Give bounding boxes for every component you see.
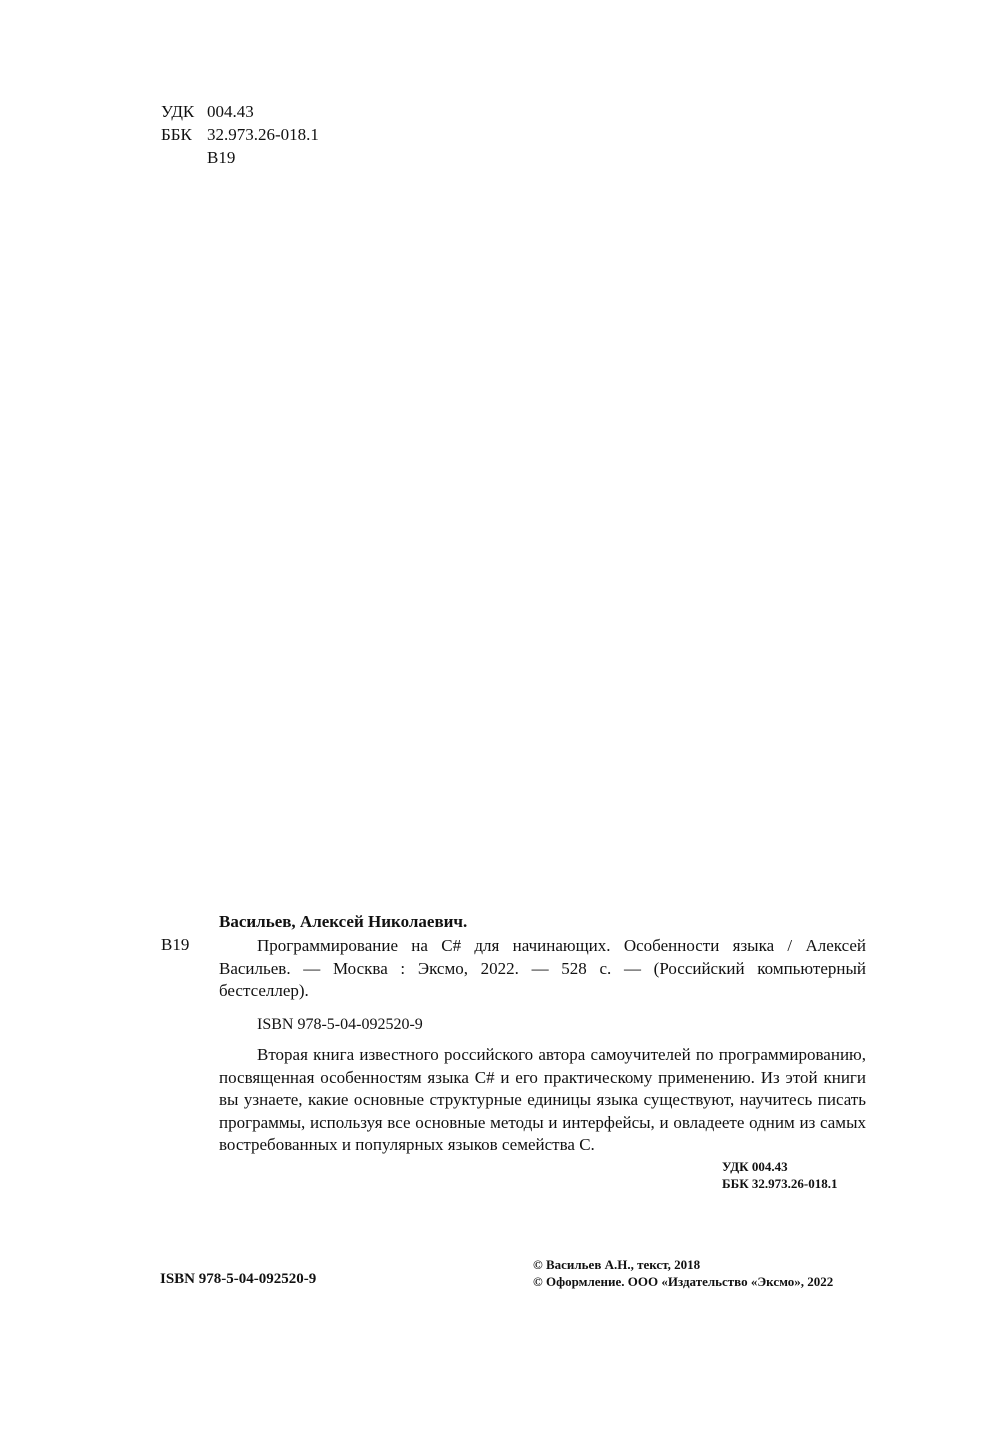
bbk-value: 32.973.26-018.1 [207,125,319,144]
bbk-bottom: ББК 32.973.26-018.1 [722,1176,838,1191]
author-mark-top: В19 [207,148,236,167]
bbk-label: ББК [161,125,192,144]
author-heading: Васильев, Алексей Николаевич. [219,912,468,931]
bbk-row [161,124,319,146]
udk-value: 004.43 [207,102,254,121]
annotation: Вторая книга известного российского автора самоучителей по программированию, посвященная особенностям языка C# и его практическому применению. Из этой книги вы узнаете, какие основные структурные единицы языка существуют, научитесь писать программы, используя все основные методы и интерфейсы, и овладеете одним из самых востребованных и популярных языков семейства C. [219,1045,866,1154]
footer-isbn: ISBN 978-5-04-092520-9 [160,1271,317,1287]
bibliographic-description: Программирование на C# для начинающих. Особенности языка / Алексей Васильев. — Москва : Эксмо, 2022. — 528 с. — (Российский компьютерный бестселлер). [219,936,866,1000]
author-mark-record: В19 [161,935,190,954]
copyright-design: © Оформление. ООО «Издательство «Эксмо», 2022 [533,1274,834,1289]
udk-bottom: УДК 004.43 [722,1159,788,1174]
copyright-text: © Васильев А.Н., текст, 2018 [533,1257,701,1272]
udk-label: УДК [161,102,195,121]
isbn-record: ISBN 978-5-04-092520-9 [257,1016,423,1033]
udk-row [161,101,254,123]
